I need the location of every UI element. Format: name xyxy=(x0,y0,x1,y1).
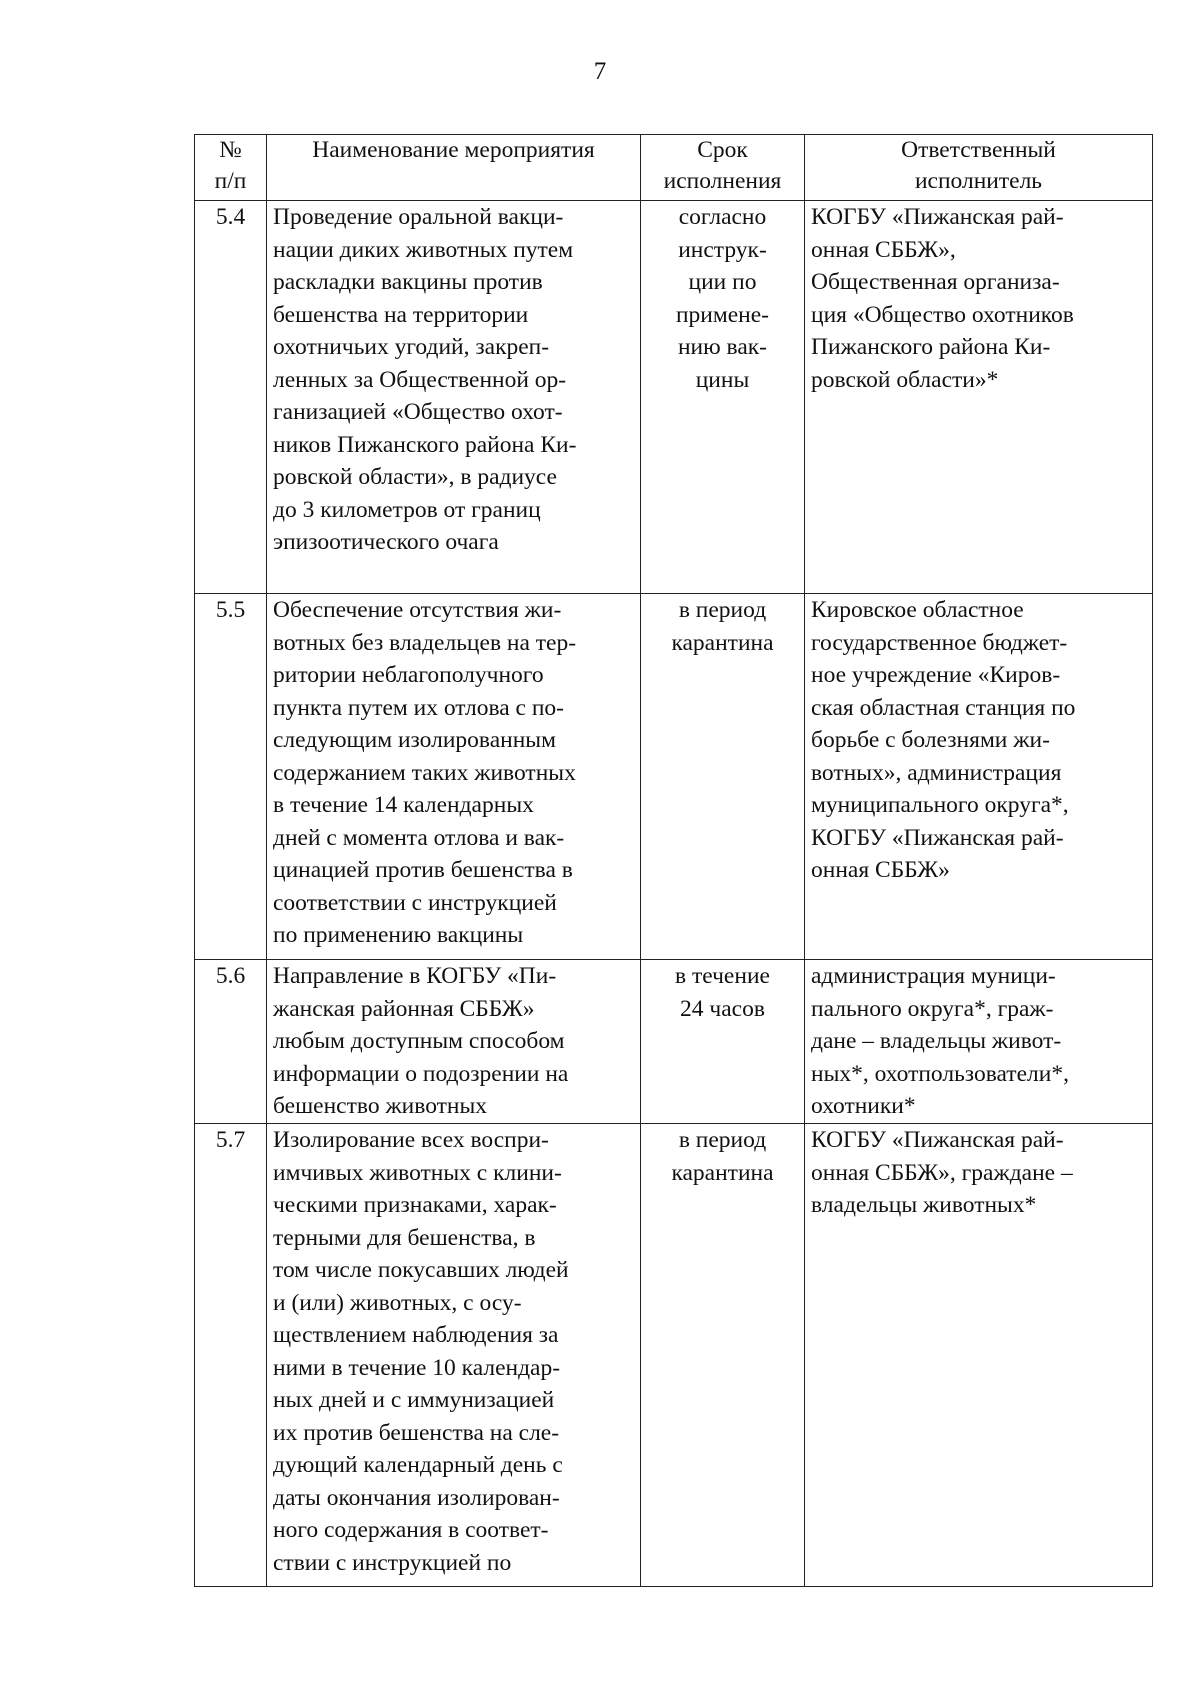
measure-name xyxy=(267,594,641,960)
text-line: цинацией против бешенства в xyxy=(273,857,573,883)
header-responsible xyxy=(805,135,1153,201)
text-line: цины xyxy=(695,366,750,393)
text-line: информации о подозрении на xyxy=(273,1060,569,1087)
text-line: вотных», администрация xyxy=(811,759,1062,786)
table-header-row xyxy=(195,135,1153,201)
text-line: онная СББЖ» xyxy=(811,857,950,883)
text-line: Проведение оральной вакци- xyxy=(273,204,564,230)
text-line: даты окончания изолирован- xyxy=(273,1484,560,1511)
text-line: бешенство животных xyxy=(273,1093,488,1119)
text-line: в период xyxy=(678,1127,767,1153)
measure-name xyxy=(267,1124,641,1587)
text-line: охотничьих угодий, закреп- xyxy=(273,334,550,360)
text-line: ществлением наблюдения за xyxy=(273,1322,559,1348)
text-line: ганизацией «Общество охот- xyxy=(273,399,563,425)
table-row xyxy=(195,1124,1153,1587)
text-line: их против бешенства на сле- xyxy=(273,1419,560,1446)
text-line: дующий календарный день с xyxy=(273,1452,563,1478)
text-line: в течение 14 календарных xyxy=(273,792,534,818)
text-line: по применению вакцины xyxy=(273,922,524,948)
text-line: 24 часов xyxy=(680,995,765,1022)
text-line: Направление в КОГБУ «Пи- xyxy=(273,963,557,989)
text-line: в течение xyxy=(675,963,770,989)
text-line: примене- xyxy=(675,301,770,328)
text-line: администрация муници- xyxy=(811,963,1056,989)
responsible xyxy=(805,201,1153,594)
deadline xyxy=(641,1124,805,1587)
deadline xyxy=(641,960,805,1124)
text-line: онная СББЖ», xyxy=(811,236,956,263)
text-line: ции по xyxy=(688,269,757,295)
row-number: 5.4 xyxy=(195,201,267,594)
text-line: пункта путем их отлова с по- xyxy=(273,694,564,721)
text-line: ческими признаками, харак- xyxy=(273,1192,557,1218)
text-line: Ответственный xyxy=(901,137,1056,163)
text-line: ленных за Общественной ор- xyxy=(273,366,567,393)
text-line: инструк- xyxy=(678,236,767,263)
measures-table xyxy=(194,134,1153,1587)
responsible xyxy=(805,960,1153,1124)
text-line: ное учреждение «Киров- xyxy=(811,662,1061,688)
text-line: вотных без владельцев на тер- xyxy=(273,629,577,656)
text-line: владельцы животных* xyxy=(811,1192,1037,1218)
text-line: Наименование мероприятия xyxy=(312,137,595,163)
text-line: государственное бюджет- xyxy=(811,629,1068,656)
text-line: ствии с инструкцией по xyxy=(273,1549,512,1576)
text-line: бешенства на территории xyxy=(273,301,529,328)
text-line: охотники* xyxy=(811,1093,916,1119)
text-line: любым доступным способом xyxy=(273,1028,565,1054)
page-number: 7 xyxy=(593,58,607,85)
text-line: Пижанского района Ки- xyxy=(811,334,1051,360)
text-line: КОГБУ «Пижанская рай- xyxy=(811,204,1064,230)
text-line: КОГБУ «Пижанская рай- xyxy=(811,824,1064,851)
text-line: соответствии с инструкцией xyxy=(273,889,557,916)
text-line: ных*, охотпользователи*, xyxy=(811,1060,1069,1087)
text-line: ская областная станция по xyxy=(811,694,1076,721)
text-line: Общественная организа- xyxy=(811,269,1060,295)
text-line: дней с момента отлова и вак- xyxy=(273,824,565,851)
text-line: ных дней и с иммунизацией xyxy=(273,1387,555,1413)
row-number: 5.6 xyxy=(195,960,267,1124)
text-line: эпизоотического очага xyxy=(273,529,499,555)
measure-name xyxy=(267,960,641,1124)
text-line: ников Пижанского района Ки- xyxy=(273,431,577,458)
text-line: и (или) животных, с осу- xyxy=(273,1289,522,1316)
text-line: муниципального округа*, xyxy=(811,792,1069,818)
text-line: следующим изолированным xyxy=(273,727,556,753)
text-line: Кировское областное xyxy=(811,597,1024,623)
row-number: 5.7 xyxy=(195,1124,267,1587)
text-line: до 3 километров от границ xyxy=(273,496,541,523)
text-line: КОГБУ «Пижанская рай- xyxy=(811,1127,1064,1153)
text-line: исполнитель xyxy=(914,168,1043,194)
text-line: исполнения xyxy=(663,168,782,194)
text-line: ровской области»* xyxy=(811,366,999,393)
header-measure-name xyxy=(267,135,641,201)
table-row xyxy=(195,594,1153,960)
text-line: п/п xyxy=(214,168,247,194)
responsible xyxy=(805,1124,1153,1587)
text-line: раскладки вакцины против xyxy=(273,269,543,295)
text-line: онная СББЖ», граждане – xyxy=(811,1159,1073,1186)
text-line: ритории неблагополучного xyxy=(273,662,544,688)
text-line: Срок xyxy=(697,137,748,163)
text-line: карантина xyxy=(671,1159,774,1186)
text-line: № xyxy=(219,137,242,163)
deadline xyxy=(641,594,805,960)
text-line: согласно xyxy=(678,204,767,230)
text-line: нации диких животных путем xyxy=(273,236,574,263)
text-line: ного содержания в соответ- xyxy=(273,1517,549,1543)
text-line: Изолирование всех воспри- xyxy=(273,1127,549,1153)
text-line: ними в течение 10 календар- xyxy=(273,1354,561,1381)
text-line: терными для бешенства, в xyxy=(273,1224,536,1251)
text-line: карантина xyxy=(671,629,774,656)
header-number xyxy=(195,135,267,201)
header-deadline xyxy=(641,135,805,201)
deadline xyxy=(641,201,805,594)
measure-name xyxy=(267,201,641,594)
table-row xyxy=(195,201,1153,594)
responsible xyxy=(805,594,1153,960)
text-line: дане – владельцы живот- xyxy=(811,1028,1062,1054)
text-line: том числе покусавших людей xyxy=(273,1257,569,1283)
text-line: содержанием таких животных xyxy=(273,759,576,786)
table-row xyxy=(195,960,1153,1124)
row-number: 5.5 xyxy=(195,594,267,960)
text-line: ровской области», в радиусе xyxy=(273,464,557,490)
text-line: нию вак- xyxy=(677,334,768,360)
text-line: ция «Общество охотников xyxy=(811,301,1074,328)
text-line: имчивых животных с клини- xyxy=(273,1159,562,1186)
text-line: Обеспечение отсутствия жи- xyxy=(273,597,562,623)
text-line: в период xyxy=(678,597,767,623)
text-line: жанская районная СББЖ» xyxy=(273,995,535,1022)
text-line: борьбе с болезнями жи- xyxy=(811,727,1050,753)
text-line: пального округа*, граж- xyxy=(811,995,1054,1022)
